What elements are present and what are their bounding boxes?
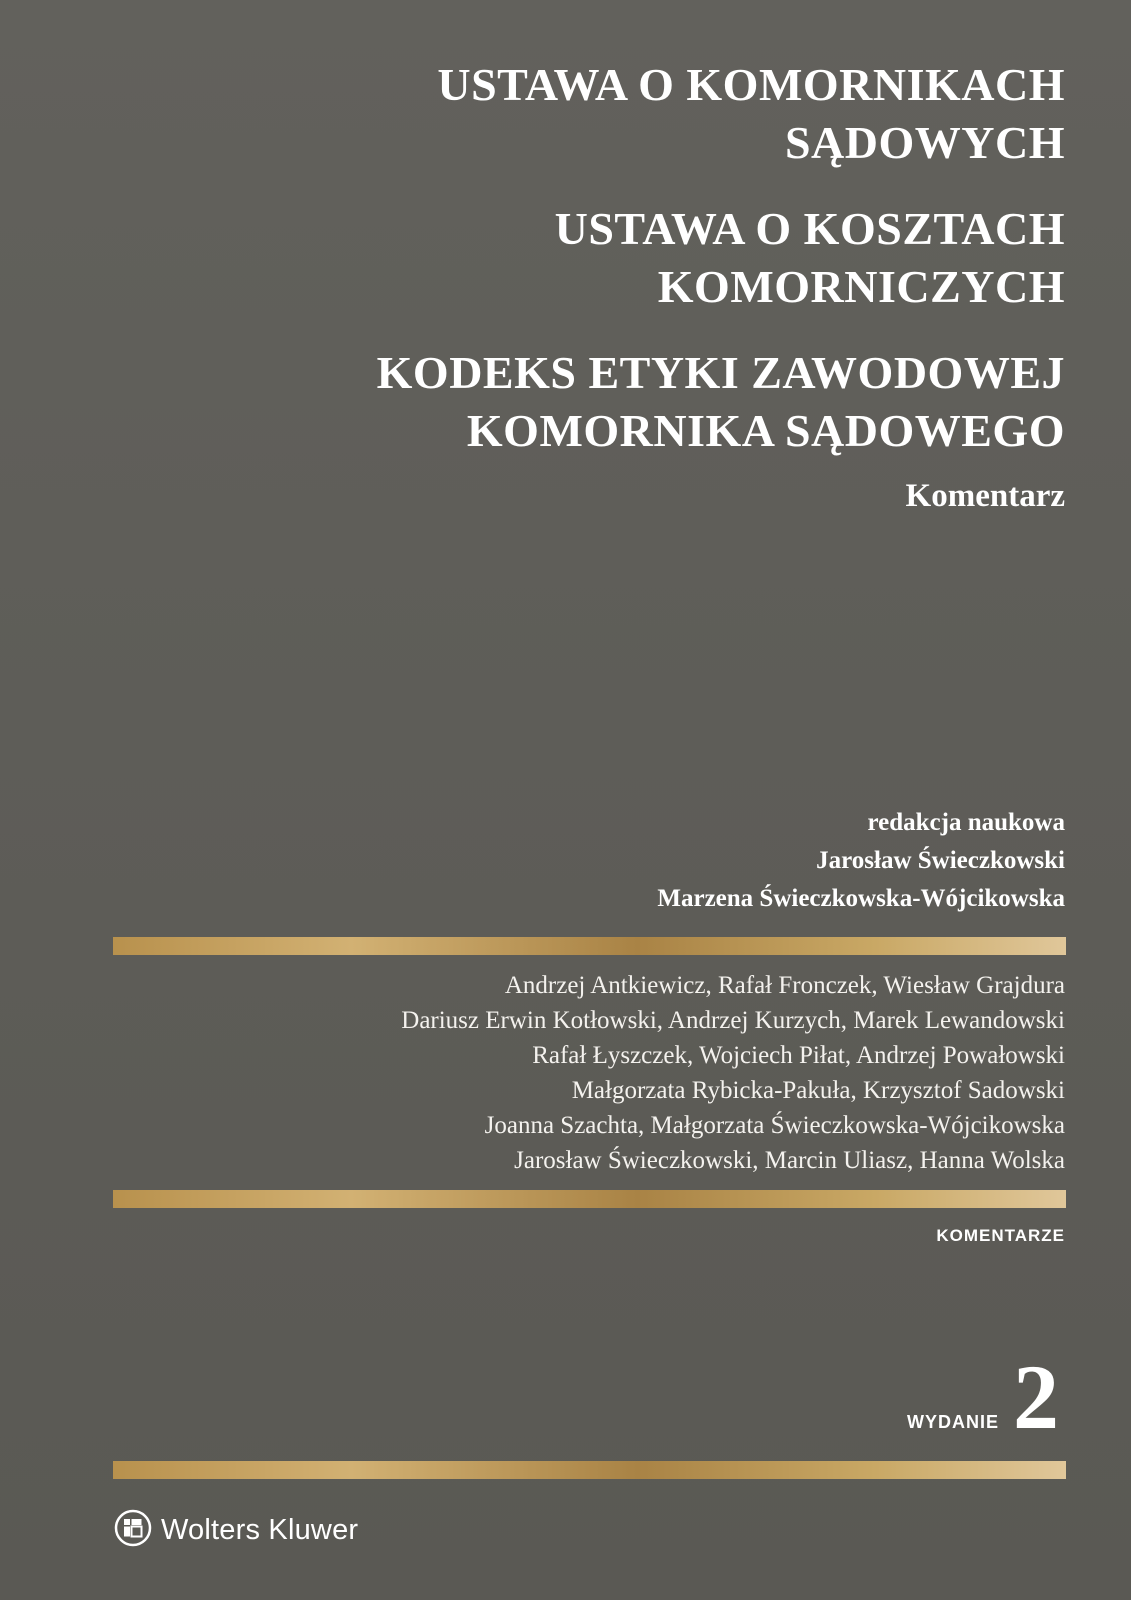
title-1: [165, 56, 1065, 172]
gold-divider-bottom: [113, 1461, 1066, 1479]
title-1-line-2: SĄDOWYCH: [784, 117, 1065, 168]
authors-line-3: Rafał Łyszczek, Wojciech Piłat, Andrzej Powałowski: [532, 1042, 1065, 1069]
editors-block: [265, 804, 1065, 918]
subtitle: Komentarz: [905, 478, 1065, 514]
title-2-line-1: USTAWA O KOSZTACH: [554, 203, 1065, 254]
title-3: [165, 344, 1065, 460]
editor-name-1: Jarosław Świeczkowski: [816, 847, 1065, 874]
editors-label: redakcja naukowa: [867, 809, 1065, 836]
editor-name-2: Marzena Świeczkowska-Wójcikowska: [657, 885, 1065, 912]
authors-line-1: Andrzej Antkiewicz, Rafał Fronczek, Wiesław Grajdura: [504, 972, 1065, 999]
wolters-kluwer-logo-icon: [113, 1508, 153, 1553]
authors-line-5: Joanna Szachta, Małgorzata Świeczkowska-Wójcikowska: [484, 1112, 1065, 1139]
edition-block: [907, 1346, 1059, 1448]
title-3-line-2: KOMORNIKA SĄDOWEGO: [466, 405, 1065, 456]
edition-number: 2: [1013, 1346, 1059, 1448]
title-2: [165, 200, 1065, 316]
gold-divider-top: [113, 937, 1066, 955]
title-1-line-1: USTAWA O KOMORNIKACH: [437, 59, 1065, 110]
publisher-name: Wolters Kluwer: [161, 1514, 359, 1546]
series-label: KOMENTARZE: [936, 1226, 1065, 1245]
publisher: [113, 1508, 358, 1553]
edition-label: WYDANIE: [907, 1412, 999, 1432]
title-block: [165, 56, 1065, 516]
authors-line-6: Jarosław Świeczkowski, Marcin Uliasz, Hanna Wolska: [514, 1147, 1065, 1174]
gold-divider-middle: [113, 1190, 1066, 1208]
authors-line-2: Dariusz Erwin Kotłowski, Andrzej Kurzych, Marek Lewandowski: [401, 1007, 1065, 1034]
title-3-line-1: KODEKS ETYKI ZAWODOWEJ: [376, 347, 1065, 398]
title-2-line-2: KOMORNICZYCH: [657, 261, 1065, 312]
authors-block: [165, 968, 1065, 1178]
authors-line-4: Małgorzata Rybicka-Pakuła, Krzysztof Sadowski: [571, 1077, 1065, 1104]
